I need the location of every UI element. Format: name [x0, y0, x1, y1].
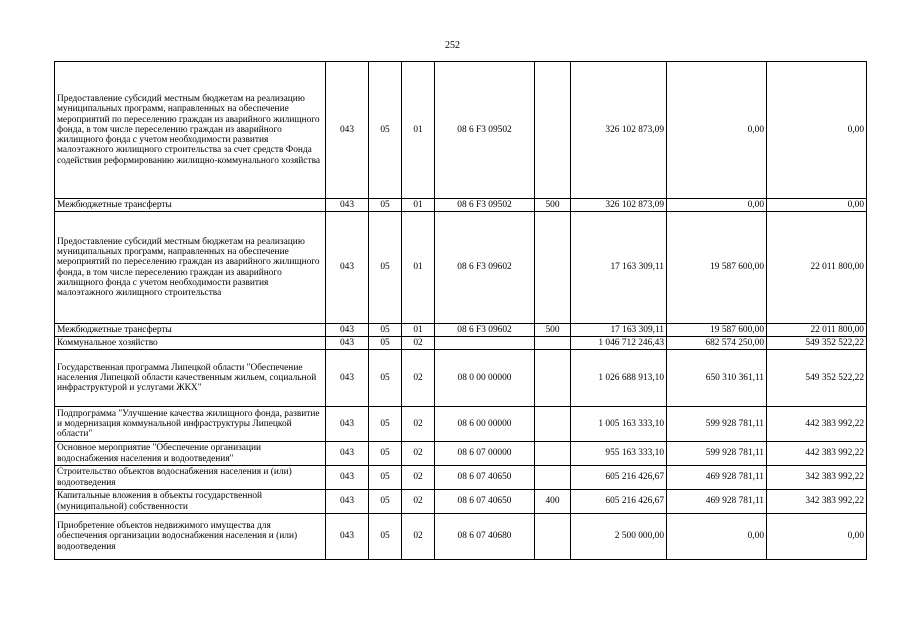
subsection-code: 02: [402, 514, 435, 560]
amount-year-1: 605 216 426,67: [571, 466, 667, 490]
expense-type-code: 500: [535, 324, 571, 337]
amount-year-2: 0,00: [667, 514, 767, 560]
row-name: Подпрограмма "Улучшение качества жилищного фонда, развитие и модернизация коммунальной инфраструктуры Липецкой области": [55, 407, 326, 442]
section-code: 05: [369, 337, 402, 350]
table-row: [55, 407, 867, 442]
subsection-code: 01: [402, 324, 435, 337]
amount-year-2: 469 928 781,11: [667, 466, 767, 490]
grbs-code: 043: [326, 199, 369, 212]
amount-year-1: 605 216 426,67: [571, 490, 667, 514]
row-name: Коммунальное хозяйство: [55, 337, 326, 350]
grbs-code: 043: [326, 324, 369, 337]
table-row: [55, 199, 867, 212]
grbs-code: 043: [326, 490, 369, 514]
amount-year-2: 469 928 781,11: [667, 490, 767, 514]
amount-year-2: 650 310 361,11: [667, 350, 767, 407]
grbs-code: 043: [326, 350, 369, 407]
subsection-code: 02: [402, 350, 435, 407]
row-name: Межбюджетные трансферты: [55, 324, 326, 337]
table-row: [55, 514, 867, 560]
section-code: 05: [369, 350, 402, 407]
table-row: [55, 337, 867, 350]
amount-year-2: 682 574 250,00: [667, 337, 767, 350]
table-row: [55, 490, 867, 514]
expense-type-code: [535, 466, 571, 490]
subsection-code: 02: [402, 490, 435, 514]
row-name: Приобретение объектов недвижимого имущества для обеспечения организации водоснабжения населения и (или) водоотведения: [55, 514, 326, 560]
amount-year-2: 0,00: [667, 62, 767, 199]
expense-type-code: [535, 407, 571, 442]
subsection-code: 01: [402, 199, 435, 212]
target-article-code: 08 6 07 00000: [435, 442, 535, 466]
amount-year-1: 1 026 688 913,10: [571, 350, 667, 407]
row-name: Государственная программа Липецкой области "Обеспечение населения Липецкой области качественным жильем, социальной инфраструктурой и услугами ЖКХ": [55, 350, 326, 407]
amount-year-1: 326 102 873,09: [571, 199, 667, 212]
section-code: 05: [369, 212, 402, 324]
expense-type-code: [535, 442, 571, 466]
amount-year-2: 599 928 781,11: [667, 407, 767, 442]
amount-year-1: 1 005 163 333,10: [571, 407, 667, 442]
expense-type-code: [535, 337, 571, 350]
subsection-code: 02: [402, 466, 435, 490]
target-article-code: 08 6 F3 09602: [435, 212, 535, 324]
table-row: [55, 466, 867, 490]
target-article-code: 08 6 07 40680: [435, 514, 535, 560]
amount-year-2: 599 928 781,11: [667, 442, 767, 466]
target-article-code: 08 6 00 00000: [435, 407, 535, 442]
grbs-code: 043: [326, 442, 369, 466]
target-article-code: 08 6 F3 09502: [435, 199, 535, 212]
row-name: Предоставление субсидий местным бюджетам на реализацию муниципальных программ, направленных на обеспечение мероприятий по переселению граждан из аварийного жилищного фонда, в том числе переселению граждан из аварийного жилищного фонда с учетом необходимости развития малоэтажного жилищного строительства: [55, 212, 326, 324]
amount-year-3: 342 383 992,22: [767, 466, 867, 490]
table-row: [55, 62, 867, 199]
section-code: 05: [369, 199, 402, 212]
amount-year-2: 0,00: [667, 199, 767, 212]
grbs-code: 043: [326, 62, 369, 199]
table-row: [55, 350, 867, 407]
amount-year-1: 955 163 333,10: [571, 442, 667, 466]
row-name: Предоставление субсидий местным бюджетам на реализацию муниципальных программ, направленных на обеспечение мероприятий по переселению граждан из аварийного жилищного фонда, в том числе переселению граждан из аварийного жилищного фонда с учетом необходимости развития малоэтажного жилищного строительства за счет средств Фонда содействия реформированию жилищно-коммунального хозяйства: [55, 62, 326, 199]
amount-year-3: 22 011 800,00: [767, 212, 867, 324]
subsection-code: 01: [402, 62, 435, 199]
grbs-code: 043: [326, 466, 369, 490]
table-row: [55, 442, 867, 466]
section-code: 05: [369, 442, 402, 466]
row-name: Межбюджетные трансферты: [55, 199, 326, 212]
amount-year-3: 442 383 992,22: [767, 407, 867, 442]
amount-year-3: 0,00: [767, 62, 867, 199]
expense-type-code: 400: [535, 490, 571, 514]
amount-year-3: 0,00: [767, 199, 867, 212]
expense-type-code: 500: [535, 199, 571, 212]
expense-type-code: [535, 62, 571, 199]
page-number: 252: [445, 40, 460, 51]
subsection-code: 02: [402, 337, 435, 350]
expense-type-code: [535, 212, 571, 324]
amount-year-1: 326 102 873,09: [571, 62, 667, 199]
amount-year-3: 0,00: [767, 514, 867, 560]
grbs-code: 043: [326, 337, 369, 350]
amount-year-2: 19 587 600,00: [667, 324, 767, 337]
amount-year-3: 442 383 992,22: [767, 442, 867, 466]
section-code: 05: [369, 490, 402, 514]
amount-year-1: 1 046 712 246,43: [571, 337, 667, 350]
amount-year-1: 2 500 000,00: [571, 514, 667, 560]
grbs-code: 043: [326, 212, 369, 324]
amount-year-1: 17 163 309,11: [571, 324, 667, 337]
row-name: Капитальные вложения в объекты государственной (муниципальной) собственности: [55, 490, 326, 514]
row-name: Основное мероприятие "Обеспечение организации водоснабжения населения и водоотведения": [55, 442, 326, 466]
section-code: 05: [369, 466, 402, 490]
section-code: 05: [369, 514, 402, 560]
target-article-code: 08 6 07 40650: [435, 466, 535, 490]
target-article-code: [435, 337, 535, 350]
expense-type-code: [535, 514, 571, 560]
section-code: 05: [369, 324, 402, 337]
subsection-code: 02: [402, 407, 435, 442]
target-article-code: 08 6 07 40650: [435, 490, 535, 514]
table-row: [55, 212, 867, 324]
section-code: 05: [369, 407, 402, 442]
amount-year-3: 549 352 522,22: [767, 337, 867, 350]
amount-year-1: 17 163 309,11: [571, 212, 667, 324]
target-article-code: 08 6 F3 09602: [435, 324, 535, 337]
target-article-code: 08 0 00 00000: [435, 350, 535, 407]
row-name: Строительство объектов водоснабжения населения и (или) водоотведения: [55, 466, 326, 490]
budget-table: [54, 61, 867, 560]
amount-year-3: 549 352 522,22: [767, 350, 867, 407]
grbs-code: 043: [326, 514, 369, 560]
target-article-code: 08 6 F3 09502: [435, 62, 535, 199]
section-code: 05: [369, 62, 402, 199]
amount-year-3: 22 011 800,00: [767, 324, 867, 337]
subsection-code: 02: [402, 442, 435, 466]
expense-type-code: [535, 350, 571, 407]
amount-year-2: 19 587 600,00: [667, 212, 767, 324]
grbs-code: 043: [326, 407, 369, 442]
subsection-code: 01: [402, 212, 435, 324]
amount-year-3: 342 383 992,22: [767, 490, 867, 514]
table-row: [55, 324, 867, 337]
